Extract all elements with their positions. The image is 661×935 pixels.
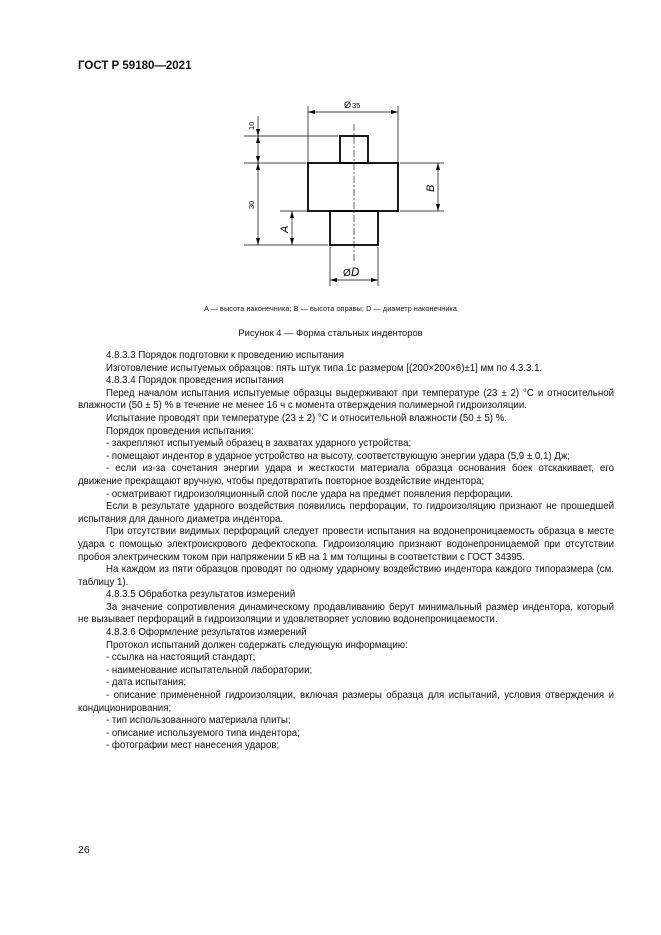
paragraph: Изготовление испытуемых образцов: пять штук типа 1с размером [(200×200×6)±1] мм по 4.3.3.1. (106, 362, 543, 374)
dim-top-label: 35 (352, 101, 361, 110)
paragraph: 4.8.3.6 Оформление результатов измерений (106, 627, 307, 639)
paragraph: - осматривают гидроизоляционный слой после удара на предмет появления перфорации. (106, 488, 513, 500)
figure-legend: A — высота наконечника; B — высота оправы; D — диаметр наконечника (204, 304, 457, 313)
paragraph: Порядок проведения испытания: (106, 425, 254, 437)
paragraph: 4.8.3.5 Обработка результатов измерений (106, 589, 296, 601)
document-header: ГОСТ Р 59180—2021 (78, 60, 192, 72)
dim-left-bottom-label: 30 (247, 200, 256, 209)
paragraph: - описание примененной гидроизоляции, включая размеры образца для испытаний, условия отверждения и кондиционирования; (78, 690, 614, 714)
paragraph: - тип использованного материала плиты; (106, 715, 291, 727)
diameter-symbol-bottom: Ø (343, 268, 351, 279)
paragraph: - помещают индентор в ударное устройство на высоту, соответствующую энергии удара (5,9 ± 0,1) Дж; (106, 450, 570, 462)
paragraph: На каждом из пяти образцов проводят по одному ударному воздействию индентора каждого типоразмера (см. таблицу 1). (78, 564, 614, 588)
paragraph: - описание используемого типа индентора; (106, 727, 300, 739)
label-a: A (279, 225, 291, 233)
paragraph: Испытание проводят при температуре (23 ± 2) °С и относительной влажности (50 ± 5) %. (106, 412, 507, 424)
figure-caption: Рисунок 4 — Форма стальных инденторов (238, 327, 423, 338)
paragraph: 4.8.3.3 Порядок подготовки к проведению испытания (106, 350, 345, 361)
label-b: B (425, 184, 437, 192)
dim-left-top-label: 10 (247, 121, 256, 130)
paragraph: Протокол испытаний должен содержать следующую информацию: (106, 639, 408, 651)
paragraph: - закрепляют испытуемый образец в захватах ударного устройства; (106, 438, 412, 450)
paragraph: 4.8.3.4 Порядок проведения испытания (106, 375, 284, 387)
label-d: D (351, 267, 360, 279)
paragraph: - ссылка на настоящий стандарт; (106, 652, 256, 664)
paragraph: За значение сопротивления динамическому продавливанию берут минимальный размер индентора, который не вызывает перфораций в гидроизоляции и удовлетворяет условию водонепроницаемости. (78, 601, 614, 626)
paragraph: - если из-за сочетания энергии удара и жесткости материала образца основания боек отскакивает, его движение прекращают вручную, чтобы предотвратить повторное воздействие индентора; (78, 463, 614, 487)
paragraph: Если в результате ударного воздействия появились перфорации, то гидроизоляцию признают не прошедшей испытания для данного диаметра индентора. (78, 501, 614, 525)
paragraph: Перед началом испытания испытуемые образцы выдерживают при температуре (23 ± 2) °С и относительной влажности (50 ± 5) % в течение не менее 16 ч с момента отверждения полимерной гидроизоляции. (78, 387, 614, 412)
paragraph: - фотографии мест нанесения ударов; (106, 740, 280, 752)
paragraph: - наименование испытательной лаборатории; (106, 664, 313, 676)
paragraph: - дата испытания; (106, 677, 187, 689)
diameter-symbol-top: Ø (344, 100, 352, 110)
page-number: 26 (78, 844, 90, 856)
body-text (78, 350, 614, 753)
paragraph: При отсутствии видимых перфораций следует провести испытания на водонепроницаемость образца в месте удара с помощью электроискрового дефектоскопа. Гидроизоляцию признают водонепроницаемой при отсутствии пробоя электрическим током при напряжении 5 кВ на 1 мм толщины в соответствии с ГОСТ 34395. (78, 526, 614, 563)
indenter-drawing (0, 0, 661, 320)
